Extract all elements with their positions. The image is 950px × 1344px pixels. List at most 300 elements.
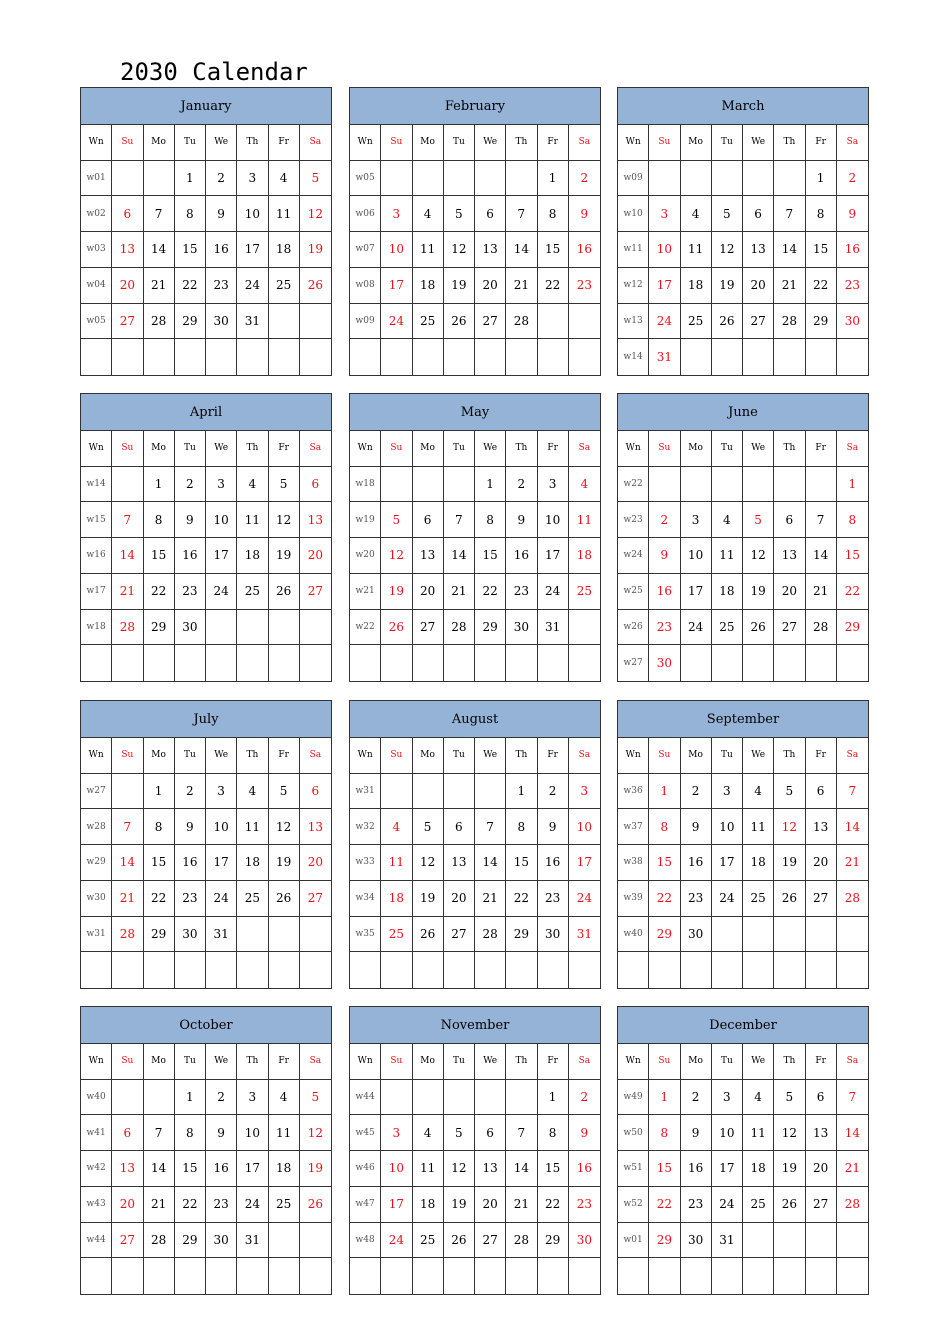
- weekday-header: Mo: [144, 738, 175, 774]
- day-cell: 3: [569, 774, 600, 810]
- day-cell: 7: [144, 1115, 175, 1151]
- day-cell: 19: [444, 1187, 475, 1223]
- day-cell: 14: [144, 1151, 175, 1187]
- week-number: w29: [81, 845, 112, 881]
- day-cell: 1: [538, 161, 569, 197]
- day-cell: 1: [649, 774, 680, 810]
- empty-cell: [475, 161, 506, 197]
- day-cell: 13: [806, 809, 837, 845]
- day-cell: 18: [381, 881, 412, 917]
- weekday-header: Wn: [81, 431, 112, 467]
- weekday-header: Su: [381, 1044, 412, 1080]
- day-cell: 23: [506, 574, 537, 610]
- day-cell: 1: [837, 467, 868, 503]
- day-cell: 24: [381, 304, 412, 340]
- day-cell: 15: [506, 845, 537, 881]
- day-cell: 21: [806, 574, 837, 610]
- week-number: w25: [618, 574, 649, 610]
- weekday-header: Sa: [837, 125, 868, 161]
- week-number: [350, 339, 381, 375]
- day-cell: 14: [475, 845, 506, 881]
- empty-cell: [806, 1258, 837, 1294]
- day-cell: 13: [300, 809, 331, 845]
- day-cell: 13: [475, 1151, 506, 1187]
- day-cell: 16: [206, 232, 237, 268]
- empty-cell: [506, 1258, 537, 1294]
- week-number: w43: [81, 1187, 112, 1223]
- day-cell: 21: [506, 268, 537, 304]
- weekday-header: Wn: [350, 738, 381, 774]
- empty-cell: [144, 339, 175, 375]
- weekday-header: Fr: [538, 738, 569, 774]
- day-cell: 20: [806, 1151, 837, 1187]
- empty-cell: [413, 161, 444, 197]
- empty-cell: [743, 1258, 774, 1294]
- day-cell: 22: [806, 268, 837, 304]
- day-cell: 15: [538, 232, 569, 268]
- day-cell: 21: [506, 1187, 537, 1223]
- empty-cell: [743, 339, 774, 375]
- day-cell: 19: [381, 574, 412, 610]
- empty-cell: [837, 917, 868, 953]
- empty-cell: [837, 952, 868, 988]
- empty-cell: [712, 161, 743, 197]
- weekday-header: Wn: [350, 125, 381, 161]
- empty-cell: [569, 610, 600, 646]
- weekday-header: We: [475, 125, 506, 161]
- empty-cell: [112, 339, 143, 375]
- day-cell: 27: [774, 610, 805, 646]
- day-cell: 21: [837, 1151, 868, 1187]
- day-cell: 10: [712, 1115, 743, 1151]
- day-cell: 15: [475, 538, 506, 574]
- week-number: [81, 1258, 112, 1294]
- day-cell: 6: [300, 467, 331, 503]
- week-number: [618, 952, 649, 988]
- weekday-header: Sa: [569, 738, 600, 774]
- empty-cell: [444, 467, 475, 503]
- day-cell: 5: [269, 467, 300, 503]
- day-cell: 20: [413, 574, 444, 610]
- day-cell: 6: [413, 502, 444, 538]
- empty-cell: [538, 339, 569, 375]
- day-cell: 30: [175, 917, 206, 953]
- empty-cell: [175, 339, 206, 375]
- day-cell: 19: [413, 881, 444, 917]
- day-cell: 22: [538, 268, 569, 304]
- weekday-header: Su: [381, 125, 412, 161]
- weekday-header: Mo: [681, 738, 712, 774]
- day-cell: 6: [475, 1115, 506, 1151]
- empty-cell: [774, 1223, 805, 1259]
- day-cell: 20: [444, 881, 475, 917]
- day-cell: 7: [837, 1080, 868, 1116]
- day-cell: 2: [649, 502, 680, 538]
- empty-cell: [712, 1258, 743, 1294]
- empty-cell: [381, 774, 412, 810]
- day-cell: 4: [681, 196, 712, 232]
- week-number: w31: [81, 917, 112, 953]
- day-cell: 5: [774, 1080, 805, 1116]
- empty-cell: [712, 339, 743, 375]
- day-cell: 20: [300, 845, 331, 881]
- day-cell: 19: [269, 538, 300, 574]
- empty-cell: [569, 645, 600, 681]
- day-cell: 24: [206, 574, 237, 610]
- day-cell: 2: [569, 161, 600, 197]
- weekday-header: Sa: [837, 738, 868, 774]
- week-number: w24: [618, 538, 649, 574]
- empty-cell: [144, 161, 175, 197]
- day-cell: 26: [774, 1187, 805, 1223]
- day-cell: 26: [774, 881, 805, 917]
- empty-cell: [444, 339, 475, 375]
- day-cell: 9: [569, 1115, 600, 1151]
- empty-cell: [806, 339, 837, 375]
- empty-cell: [774, 467, 805, 503]
- day-cell: 8: [175, 1115, 206, 1151]
- day-cell: 2: [206, 161, 237, 197]
- day-cell: 19: [269, 845, 300, 881]
- day-cell: 28: [837, 881, 868, 917]
- day-cell: 12: [743, 538, 774, 574]
- empty-cell: [806, 1223, 837, 1259]
- day-cell: 3: [237, 1080, 268, 1116]
- day-cell: 6: [475, 196, 506, 232]
- day-cell: 15: [175, 232, 206, 268]
- day-cell: 26: [444, 1223, 475, 1259]
- day-cell: 21: [144, 1187, 175, 1223]
- day-cell: 26: [712, 304, 743, 340]
- day-cell: 27: [475, 1223, 506, 1259]
- day-cell: 10: [681, 538, 712, 574]
- empty-cell: [569, 952, 600, 988]
- day-cell: 6: [444, 809, 475, 845]
- weekday-header: Th: [506, 125, 537, 161]
- day-cell: 2: [175, 467, 206, 503]
- empty-cell: [506, 339, 537, 375]
- day-cell: 5: [413, 809, 444, 845]
- day-cell: 10: [381, 1151, 412, 1187]
- day-cell: 8: [144, 502, 175, 538]
- day-cell: 30: [206, 304, 237, 340]
- day-cell: 11: [269, 1115, 300, 1151]
- empty-cell: [175, 645, 206, 681]
- empty-cell: [112, 952, 143, 988]
- week-number: w50: [618, 1115, 649, 1151]
- day-cell: 7: [444, 502, 475, 538]
- empty-cell: [300, 610, 331, 646]
- month-name: March: [618, 88, 868, 125]
- month-july: [80, 700, 332, 989]
- day-cell: 23: [569, 268, 600, 304]
- weekday-header: We: [206, 1044, 237, 1080]
- empty-cell: [144, 1258, 175, 1294]
- day-cell: 3: [681, 502, 712, 538]
- day-cell: 3: [712, 774, 743, 810]
- day-cell: 31: [237, 304, 268, 340]
- day-cell: 31: [649, 339, 680, 375]
- day-cell: 14: [837, 809, 868, 845]
- empty-cell: [712, 917, 743, 953]
- day-cell: 24: [237, 1187, 268, 1223]
- day-cell: 27: [413, 610, 444, 646]
- day-cell: 25: [569, 574, 600, 610]
- weekday-header: We: [475, 738, 506, 774]
- day-cell: 24: [712, 881, 743, 917]
- empty-cell: [569, 1258, 600, 1294]
- empty-cell: [506, 952, 537, 988]
- day-cell: 6: [806, 774, 837, 810]
- empty-cell: [237, 645, 268, 681]
- empty-cell: [774, 339, 805, 375]
- week-number: w46: [350, 1151, 381, 1187]
- empty-cell: [413, 645, 444, 681]
- day-cell: 11: [743, 809, 774, 845]
- day-cell: 11: [712, 538, 743, 574]
- week-number: w10: [618, 196, 649, 232]
- empty-cell: [413, 1080, 444, 1116]
- week-number: w02: [81, 196, 112, 232]
- day-cell: 16: [837, 232, 868, 268]
- empty-cell: [712, 952, 743, 988]
- day-cell: 7: [475, 809, 506, 845]
- empty-cell: [300, 645, 331, 681]
- month-name: August: [350, 701, 600, 738]
- day-cell: 13: [444, 845, 475, 881]
- day-cell: 28: [144, 304, 175, 340]
- weekday-header: Th: [774, 1044, 805, 1080]
- weekday-header: Th: [506, 1044, 537, 1080]
- weekday-header: Th: [506, 738, 537, 774]
- day-cell: 5: [444, 196, 475, 232]
- day-cell: 5: [300, 1080, 331, 1116]
- day-cell: 2: [538, 774, 569, 810]
- day-cell: 22: [837, 574, 868, 610]
- day-cell: 16: [569, 1151, 600, 1187]
- month-april: [80, 393, 332, 682]
- day-cell: 25: [743, 881, 774, 917]
- day-cell: 15: [175, 1151, 206, 1187]
- empty-cell: [837, 1258, 868, 1294]
- day-cell: 9: [649, 538, 680, 574]
- day-cell: 29: [475, 610, 506, 646]
- weekday-header: Th: [506, 431, 537, 467]
- day-cell: 7: [112, 809, 143, 845]
- day-cell: 3: [538, 467, 569, 503]
- empty-cell: [413, 1258, 444, 1294]
- empty-cell: [112, 161, 143, 197]
- day-cell: 12: [444, 232, 475, 268]
- week-number: w32: [350, 809, 381, 845]
- day-cell: 27: [806, 881, 837, 917]
- day-cell: 17: [237, 232, 268, 268]
- day-cell: 10: [569, 809, 600, 845]
- day-cell: 21: [475, 881, 506, 917]
- weekday-header: Wn: [618, 1044, 649, 1080]
- week-number: [81, 952, 112, 988]
- month-october: [80, 1006, 332, 1295]
- day-cell: 30: [681, 917, 712, 953]
- weekday-header: Tu: [712, 738, 743, 774]
- weekday-header: We: [206, 431, 237, 467]
- weekday-header: Wn: [350, 1044, 381, 1080]
- weekday-header: Fr: [538, 1044, 569, 1080]
- day-cell: 2: [175, 774, 206, 810]
- day-cell: 30: [538, 917, 569, 953]
- day-cell: 14: [837, 1115, 868, 1151]
- day-cell: 11: [413, 1151, 444, 1187]
- day-cell: 21: [112, 574, 143, 610]
- day-cell: 25: [381, 917, 412, 953]
- weekday-header: Tu: [444, 1044, 475, 1080]
- day-cell: 12: [381, 538, 412, 574]
- day-cell: 4: [743, 774, 774, 810]
- day-cell: 27: [300, 574, 331, 610]
- day-cell: 15: [649, 845, 680, 881]
- day-cell: 11: [743, 1115, 774, 1151]
- day-cell: 17: [538, 538, 569, 574]
- day-cell: 15: [538, 1151, 569, 1187]
- day-cell: 7: [506, 1115, 537, 1151]
- day-cell: 29: [144, 610, 175, 646]
- week-number: w31: [350, 774, 381, 810]
- day-cell: 13: [112, 232, 143, 268]
- weekday-header: Tu: [712, 1044, 743, 1080]
- day-cell: 18: [413, 268, 444, 304]
- day-cell: 26: [300, 268, 331, 304]
- weekday-header: Wn: [618, 738, 649, 774]
- day-cell: 14: [112, 538, 143, 574]
- day-cell: 28: [144, 1223, 175, 1259]
- day-cell: 5: [444, 1115, 475, 1151]
- weekday-header: Mo: [144, 125, 175, 161]
- day-cell: 28: [112, 917, 143, 953]
- day-cell: 16: [569, 232, 600, 268]
- empty-cell: [743, 161, 774, 197]
- weekday-header: Fr: [269, 125, 300, 161]
- day-cell: 26: [413, 917, 444, 953]
- empty-cell: [381, 645, 412, 681]
- empty-cell: [806, 952, 837, 988]
- day-cell: 2: [506, 467, 537, 503]
- weekday-header: Su: [649, 738, 680, 774]
- day-cell: 23: [175, 881, 206, 917]
- week-number: [350, 1258, 381, 1294]
- day-cell: 10: [237, 196, 268, 232]
- week-number: [350, 645, 381, 681]
- week-number: w49: [618, 1080, 649, 1116]
- day-cell: 18: [413, 1187, 444, 1223]
- day-cell: 17: [381, 268, 412, 304]
- day-cell: 8: [506, 809, 537, 845]
- day-cell: 1: [144, 774, 175, 810]
- day-cell: 9: [681, 809, 712, 845]
- week-number: w03: [81, 232, 112, 268]
- day-cell: 26: [269, 574, 300, 610]
- empty-cell: [649, 1258, 680, 1294]
- day-cell: 28: [837, 1187, 868, 1223]
- empty-cell: [413, 774, 444, 810]
- day-cell: 18: [237, 845, 268, 881]
- weekday-header: Mo: [413, 1044, 444, 1080]
- weekday-header: Fr: [538, 431, 569, 467]
- day-cell: 20: [806, 845, 837, 881]
- day-cell: 18: [743, 845, 774, 881]
- day-cell: 11: [413, 232, 444, 268]
- day-cell: 8: [649, 1115, 680, 1151]
- day-cell: 3: [649, 196, 680, 232]
- day-cell: 22: [649, 881, 680, 917]
- day-cell: 22: [175, 1187, 206, 1223]
- empty-cell: [413, 467, 444, 503]
- week-number: w47: [350, 1187, 381, 1223]
- week-number: w52: [618, 1187, 649, 1223]
- weekday-header: Sa: [300, 738, 331, 774]
- day-cell: 1: [144, 467, 175, 503]
- day-cell: 4: [381, 809, 412, 845]
- day-cell: 20: [475, 1187, 506, 1223]
- day-cell: 20: [774, 574, 805, 610]
- empty-cell: [743, 952, 774, 988]
- day-cell: 18: [569, 538, 600, 574]
- empty-cell: [269, 339, 300, 375]
- day-cell: 10: [712, 809, 743, 845]
- day-cell: 24: [649, 304, 680, 340]
- empty-cell: [269, 952, 300, 988]
- day-cell: 24: [569, 881, 600, 917]
- day-cell: 9: [538, 809, 569, 845]
- day-cell: 16: [538, 845, 569, 881]
- week-number: w05: [350, 161, 381, 197]
- day-cell: 12: [774, 1115, 805, 1151]
- day-cell: 28: [506, 304, 537, 340]
- empty-cell: [743, 1223, 774, 1259]
- day-cell: 22: [506, 881, 537, 917]
- empty-cell: [681, 339, 712, 375]
- weekday-header: Th: [237, 738, 268, 774]
- day-cell: 25: [237, 881, 268, 917]
- day-cell: 18: [743, 1151, 774, 1187]
- page-title: 2030 Calendar: [120, 58, 308, 86]
- day-cell: 15: [144, 845, 175, 881]
- day-cell: 12: [300, 196, 331, 232]
- empty-cell: [681, 1258, 712, 1294]
- empty-cell: [806, 467, 837, 503]
- day-cell: 25: [269, 1187, 300, 1223]
- week-number: w18: [350, 467, 381, 503]
- day-cell: 9: [175, 809, 206, 845]
- week-number: w28: [81, 809, 112, 845]
- day-cell: 13: [112, 1151, 143, 1187]
- weekday-header: Su: [381, 738, 412, 774]
- day-cell: 1: [175, 1080, 206, 1116]
- month-name: April: [81, 394, 331, 431]
- weekday-header: Su: [112, 431, 143, 467]
- empty-cell: [112, 467, 143, 503]
- day-cell: 19: [743, 574, 774, 610]
- empty-cell: [237, 1258, 268, 1294]
- weekday-header: Mo: [413, 125, 444, 161]
- day-cell: 18: [269, 1151, 300, 1187]
- weekday-header: Mo: [144, 431, 175, 467]
- empty-cell: [774, 917, 805, 953]
- day-cell: 4: [743, 1080, 774, 1116]
- weekday-header: Th: [774, 431, 805, 467]
- day-cell: 7: [506, 196, 537, 232]
- day-cell: 14: [506, 1151, 537, 1187]
- empty-cell: [300, 339, 331, 375]
